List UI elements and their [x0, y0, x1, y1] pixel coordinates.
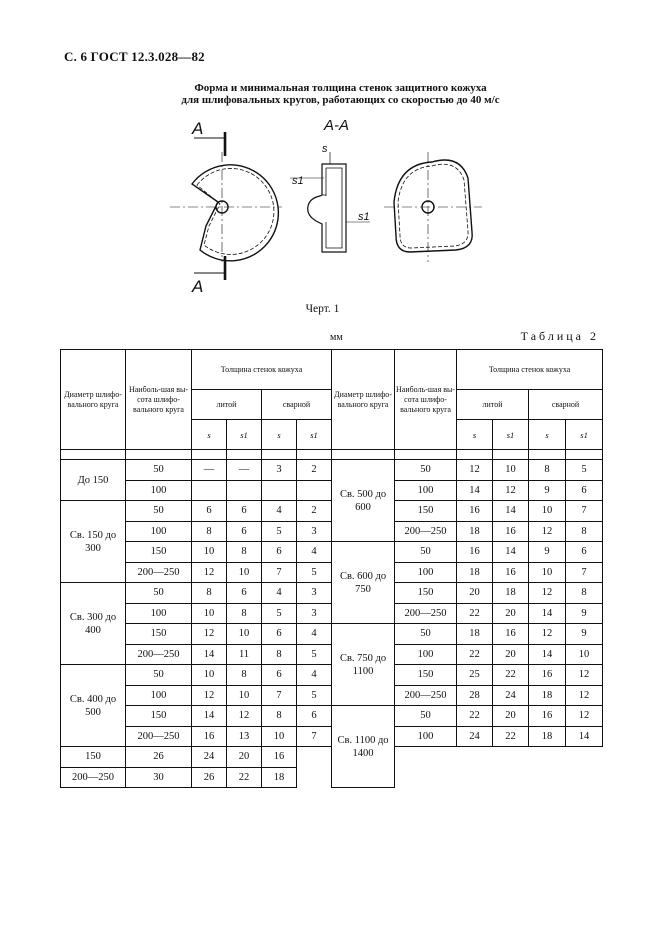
- group-label-cell: Св. 500 до 600: [332, 460, 395, 542]
- units-label: мм: [330, 332, 343, 343]
- cast-s1-cell: 26: [192, 767, 227, 788]
- group-label-cell: Св. 400 до 500: [61, 665, 126, 747]
- cast-s-cell: —: [192, 460, 227, 481]
- welded-s1-cell: 6: [297, 706, 332, 727]
- cast-s1-cell: 16: [493, 562, 529, 583]
- welded-s1-cell: 7: [566, 501, 603, 522]
- cast-s-cell: 25: [457, 665, 493, 686]
- col-s: s: [529, 420, 566, 450]
- guard-front-view: [170, 132, 282, 280]
- welded-s1-cell: 3: [297, 521, 332, 542]
- height-cell: 50: [395, 460, 457, 481]
- group-label-cell: Св. 600 до 750: [332, 542, 395, 624]
- welded-s1-cell: [297, 480, 332, 501]
- welded-s1-cell: 5: [297, 562, 332, 583]
- height-cell: 100: [126, 521, 192, 542]
- welded-s-cell: [262, 480, 297, 501]
- col-s1: s1: [493, 420, 529, 450]
- cast-s-cell: 18: [457, 521, 493, 542]
- cast-s-cell: 12: [457, 460, 493, 481]
- cast-s-cell: 30: [126, 767, 192, 788]
- cut-label-bottom: А: [192, 277, 204, 296]
- col-height-header-right: Наиболь-шая вы-сота шлифо-вального круга: [395, 350, 457, 450]
- cast-s1-cell: —: [227, 460, 262, 481]
- cast-s1-cell: 18: [493, 583, 529, 604]
- cast-s-cell: 18: [457, 562, 493, 583]
- cast-s1-cell: 22: [493, 665, 529, 686]
- cast-s1-cell: 10: [227, 685, 262, 706]
- welded-s-cell: 6: [262, 624, 297, 645]
- welded-s1-cell: 12: [566, 685, 603, 706]
- cast-s1-cell: 20: [493, 644, 529, 665]
- welded-s-cell: 12: [529, 583, 566, 604]
- cast-s1-cell: 8: [227, 603, 262, 624]
- welded-s-cell: 9: [529, 542, 566, 563]
- cut-label-top: А: [192, 119, 204, 138]
- welded-s1-cell: 4: [297, 542, 332, 563]
- table-row: [61, 542, 603, 563]
- welded-s-cell: 8: [529, 460, 566, 481]
- col-diameter-header: Диаметр шлифо-вального круга: [61, 350, 126, 450]
- height-cell: 200—250: [61, 767, 126, 788]
- welded-s1-cell: 3: [297, 603, 332, 624]
- guard-rear-view: [384, 152, 482, 262]
- welded-s-cell: 12: [529, 624, 566, 645]
- cast-s-cell: 12: [192, 624, 227, 645]
- col-s1: s1: [227, 420, 262, 450]
- welded-s1-cell: 8: [566, 521, 603, 542]
- welded-s-cell: 22: [227, 767, 262, 788]
- cast-s1-cell: 12: [493, 480, 529, 501]
- col-s: s: [262, 420, 297, 450]
- height-cell: 150: [61, 747, 126, 768]
- cast-s-cell: 8: [192, 583, 227, 604]
- welded-s-cell: 9: [529, 480, 566, 501]
- height-cell: 150: [395, 583, 457, 604]
- cast-s1-cell: 14: [493, 501, 529, 522]
- cast-s-cell: 14: [192, 706, 227, 727]
- welded-s-cell: 10: [529, 501, 566, 522]
- height-cell: 100: [126, 603, 192, 624]
- height-cell: 200—250: [126, 644, 192, 665]
- cast-s-cell: 6: [192, 501, 227, 522]
- welded-s-cell: 5: [262, 521, 297, 542]
- cast-s-cell: [192, 480, 227, 501]
- welded-s1-cell: 8: [566, 583, 603, 604]
- welded-s-cell: 20: [227, 747, 262, 768]
- welded-s-cell: 5: [262, 603, 297, 624]
- table-number: Таблица 2: [520, 329, 599, 343]
- cast-s1-cell: 6: [227, 583, 262, 604]
- dim-s1-left: s1: [292, 175, 304, 187]
- cast-s1-cell: 14: [493, 542, 529, 563]
- col-s1: s1: [297, 420, 332, 450]
- height-cell: 200—250: [395, 603, 457, 624]
- wall-thickness-table: [60, 349, 603, 788]
- height-cell: 50: [395, 542, 457, 563]
- welded-s-cell: 6: [262, 665, 297, 686]
- height-cell: 50: [126, 665, 192, 686]
- welded-s-cell: 3: [262, 460, 297, 481]
- welded-s1-cell: 3: [297, 583, 332, 604]
- welded-s-cell: 16: [529, 706, 566, 727]
- height-cell: 50: [126, 460, 192, 481]
- cast-s-cell: 16: [192, 726, 227, 747]
- welded-s-cell: 10: [529, 562, 566, 583]
- welded-s1-cell: 6: [566, 480, 603, 501]
- cast-s-cell: 24: [457, 726, 493, 747]
- welded-s-cell: 18: [529, 726, 566, 747]
- cast-s-cell: 10: [192, 665, 227, 686]
- welded-s1-cell: 4: [297, 665, 332, 686]
- col-thickness-header-right: Толщина стенок кожуха: [457, 350, 603, 390]
- height-cell: 50: [395, 706, 457, 727]
- col-s: s: [192, 420, 227, 450]
- cast-s-cell: 20: [457, 583, 493, 604]
- cast-s1-cell: 24: [192, 747, 227, 768]
- cast-s1-cell: 12: [227, 706, 262, 727]
- cast-s1-cell: 20: [493, 706, 529, 727]
- welded-s1-cell: 7: [297, 726, 332, 747]
- col-s1: s1: [566, 420, 603, 450]
- cast-s-cell: 28: [457, 685, 493, 706]
- dim-s: s: [322, 143, 328, 155]
- height-cell: 50: [126, 583, 192, 604]
- height-cell: 100: [395, 644, 457, 665]
- table-row: [61, 460, 603, 481]
- height-cell: 100: [395, 726, 457, 747]
- welded-s-cell: 7: [262, 685, 297, 706]
- welded-s1-cell: 2: [297, 501, 332, 522]
- cast-s1-cell: 10: [493, 460, 529, 481]
- cast-s1-cell: [227, 480, 262, 501]
- col-height-header: Наиболь-шая вы-сота шлифо-вального круга: [126, 350, 192, 450]
- welded-s1-cell: 12: [566, 665, 603, 686]
- cast-s-cell: 12: [192, 685, 227, 706]
- welded-s1-cell: 12: [566, 706, 603, 727]
- height-cell: 150: [395, 501, 457, 522]
- cast-s-cell: 16: [457, 542, 493, 563]
- col-cast-header: литой: [192, 390, 262, 420]
- figure-caption-line1: Форма и минимальная толщина стенок защитного кожуха: [194, 82, 487, 94]
- height-cell: 200—250: [126, 726, 192, 747]
- welded-s1-cell: 14: [566, 726, 603, 747]
- dim-s1-right: s1: [358, 211, 370, 223]
- cast-s1-cell: 8: [227, 542, 262, 563]
- cast-s-cell: 16: [457, 501, 493, 522]
- col-welded-header-right: сварной: [529, 390, 603, 420]
- welded-s-cell: 6: [262, 542, 297, 563]
- figure-label: Черт. 1: [305, 303, 340, 315]
- height-cell: 200—250: [395, 521, 457, 542]
- cast-s1-cell: 20: [493, 603, 529, 624]
- table-row: [61, 624, 603, 645]
- col-welded-header: сварной: [262, 390, 332, 420]
- welded-s1-cell: 16: [262, 747, 297, 768]
- cast-s-cell: 22: [457, 644, 493, 665]
- group-label-cell: Св. 150 до 300: [61, 501, 126, 583]
- col-thickness-header: Толщина стенок кожуха: [192, 350, 332, 390]
- height-cell: 200—250: [126, 562, 192, 583]
- welded-s-cell: 14: [529, 644, 566, 665]
- height-cell: 150: [126, 624, 192, 645]
- welded-s-cell: 7: [262, 562, 297, 583]
- group-label-cell: Св. 300 до 400: [61, 583, 126, 665]
- welded-s1-cell: 5: [297, 644, 332, 665]
- cast-s-cell: 14: [192, 644, 227, 665]
- height-cell: 150: [126, 706, 192, 727]
- welded-s1-cell: 5: [297, 685, 332, 706]
- col-s: s: [457, 420, 493, 450]
- welded-s1-cell: 5: [566, 460, 603, 481]
- welded-s1-cell: 10: [566, 644, 603, 665]
- welded-s1-cell: 7: [566, 562, 603, 583]
- cast-s1-cell: 10: [227, 562, 262, 583]
- group-label-cell: Св. 1100 до 1400: [332, 706, 395, 788]
- cast-s1-cell: 24: [493, 685, 529, 706]
- height-cell: 50: [126, 501, 192, 522]
- guard-drawing: [170, 112, 500, 298]
- cast-s-cell: 12: [192, 562, 227, 583]
- height-cell: 100: [395, 562, 457, 583]
- cast-s-cell: 10: [192, 603, 227, 624]
- height-cell: 50: [395, 624, 457, 645]
- cast-s-cell: 14: [457, 480, 493, 501]
- height-cell: 150: [126, 542, 192, 563]
- cast-s1-cell: 13: [227, 726, 262, 747]
- height-cell: 200—250: [395, 685, 457, 706]
- table-body: [61, 460, 603, 788]
- table-row: [61, 706, 603, 727]
- welded-s-cell: 10: [262, 726, 297, 747]
- welded-s-cell: 16: [529, 665, 566, 686]
- height-cell: 100: [126, 480, 192, 501]
- cast-s-cell: 26: [126, 747, 192, 768]
- col-cast-header-right: литой: [457, 390, 529, 420]
- cast-s-cell: 18: [457, 624, 493, 645]
- welded-s1-cell: 9: [566, 624, 603, 645]
- cast-s1-cell: 8: [227, 665, 262, 686]
- group-label-cell: До 150: [61, 460, 126, 501]
- cast-s1-cell: 16: [493, 521, 529, 542]
- welded-s-cell: 4: [262, 501, 297, 522]
- cast-s-cell: 10: [192, 542, 227, 563]
- cast-s1-cell: 10: [227, 624, 262, 645]
- welded-s1-cell: 18: [262, 767, 297, 788]
- guard-section-view: [290, 152, 370, 252]
- height-cell: 150: [395, 665, 457, 686]
- welded-s1-cell: 2: [297, 460, 332, 481]
- cast-s-cell: 22: [457, 706, 493, 727]
- cast-s1-cell: 22: [493, 726, 529, 747]
- welded-s-cell: 12: [529, 521, 566, 542]
- welded-s1-cell: 4: [297, 624, 332, 645]
- page-header: С. 6 ГОСТ 12.3.028—82: [64, 49, 205, 64]
- welded-s-cell: 18: [529, 685, 566, 706]
- welded-s-cell: 8: [262, 644, 297, 665]
- figure-caption-line2: для шлифовальных кругов, работающих со скоростью до 40 м/с: [181, 94, 500, 106]
- welded-s-cell: 4: [262, 583, 297, 604]
- welded-s-cell: 14: [529, 603, 566, 624]
- height-cell: 100: [126, 685, 192, 706]
- section-label: А-А: [324, 117, 350, 134]
- cast-s1-cell: 6: [227, 521, 262, 542]
- welded-s1-cell: 9: [566, 603, 603, 624]
- col-diameter-header-right: Диаметр шлифо-вального круга: [332, 350, 395, 450]
- welded-s-cell: 8: [262, 706, 297, 727]
- cast-s1-cell: 11: [227, 644, 262, 665]
- cast-s1-cell: 16: [493, 624, 529, 645]
- welded-s1-cell: 6: [566, 542, 603, 563]
- cast-s-cell: 22: [457, 603, 493, 624]
- cast-s1-cell: 6: [227, 501, 262, 522]
- group-label-cell: Св. 750 до 1100: [332, 624, 395, 706]
- height-cell: 100: [395, 480, 457, 501]
- cast-s-cell: 8: [192, 521, 227, 542]
